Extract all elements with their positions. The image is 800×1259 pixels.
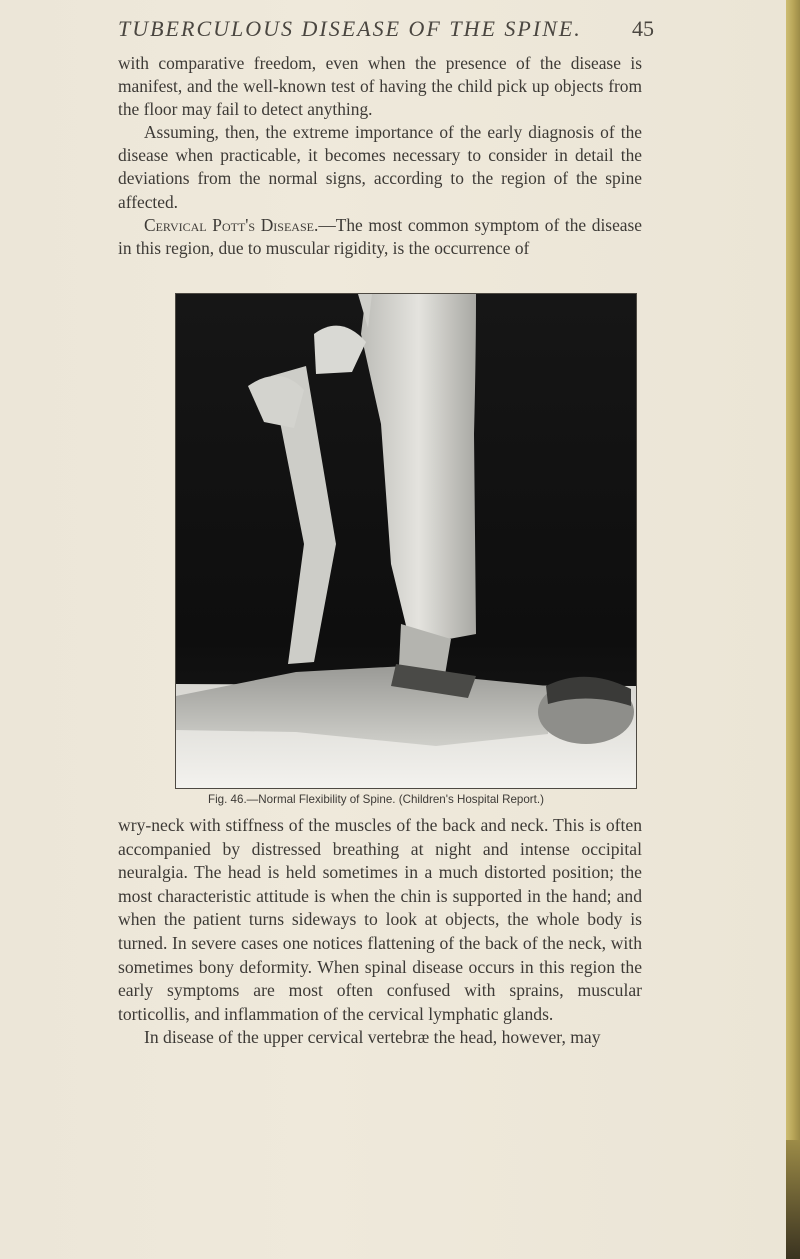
page-number: 45 xyxy=(632,16,654,41)
paragraph-continued: with comparative freedom, even when the presence of the disease is manifest, and the well-known test of having the child pick up objects from the floor may fail to detect anything. xyxy=(118,53,642,120)
paragraph-section xyxy=(118,214,642,260)
book-edge-shadow xyxy=(786,1140,800,1259)
bottom-text-block xyxy=(118,814,642,1050)
section-lead-text: —The most common symptom of the disease in this region, due to muscular rigidity, is the occurrence of xyxy=(118,214,642,258)
photograph-illustration xyxy=(176,294,636,788)
book-edge xyxy=(786,0,800,1259)
paragraph: Assuming, then, the extreme importance of the early diagnosis of the disease when practicable, it becomes necessary to consider in detail the deviations from the normal signs, according to the region of the spine affected. xyxy=(118,122,642,212)
section-heading: Cervical Pott's Disease. xyxy=(144,214,319,235)
paragraph-continued: wry-neck with stiffness of the muscles of the back and neck. This is often accompanied by distressed breathing at night and intense occipital neuralgia. The head is held sometimes in a much distorted position; the most characteristic attitude is when the chin is supported in the hand; and when the patient turns sideways to look at objects, the whole body is turned. In severe cases one notices flattening of the back of the neck, with sometimes bony deformity. When spinal disease occurs in this region the early symptoms are most often confused with sprains, muscular torticollis, and inflammation of the cervical lymphatic glands. xyxy=(118,815,642,1024)
running-head: TUBERCULOUS DISEASE OF THE SPINE. xyxy=(118,16,582,41)
figure-photograph xyxy=(175,293,637,789)
top-text-block xyxy=(118,52,642,260)
paragraph: In disease of the upper cervical vertebræ the head, however, may xyxy=(144,1027,601,1048)
figure-caption: Fig. 46.—Normal Flexibility of Spine. (Children's Hospital Report.) xyxy=(208,793,544,806)
